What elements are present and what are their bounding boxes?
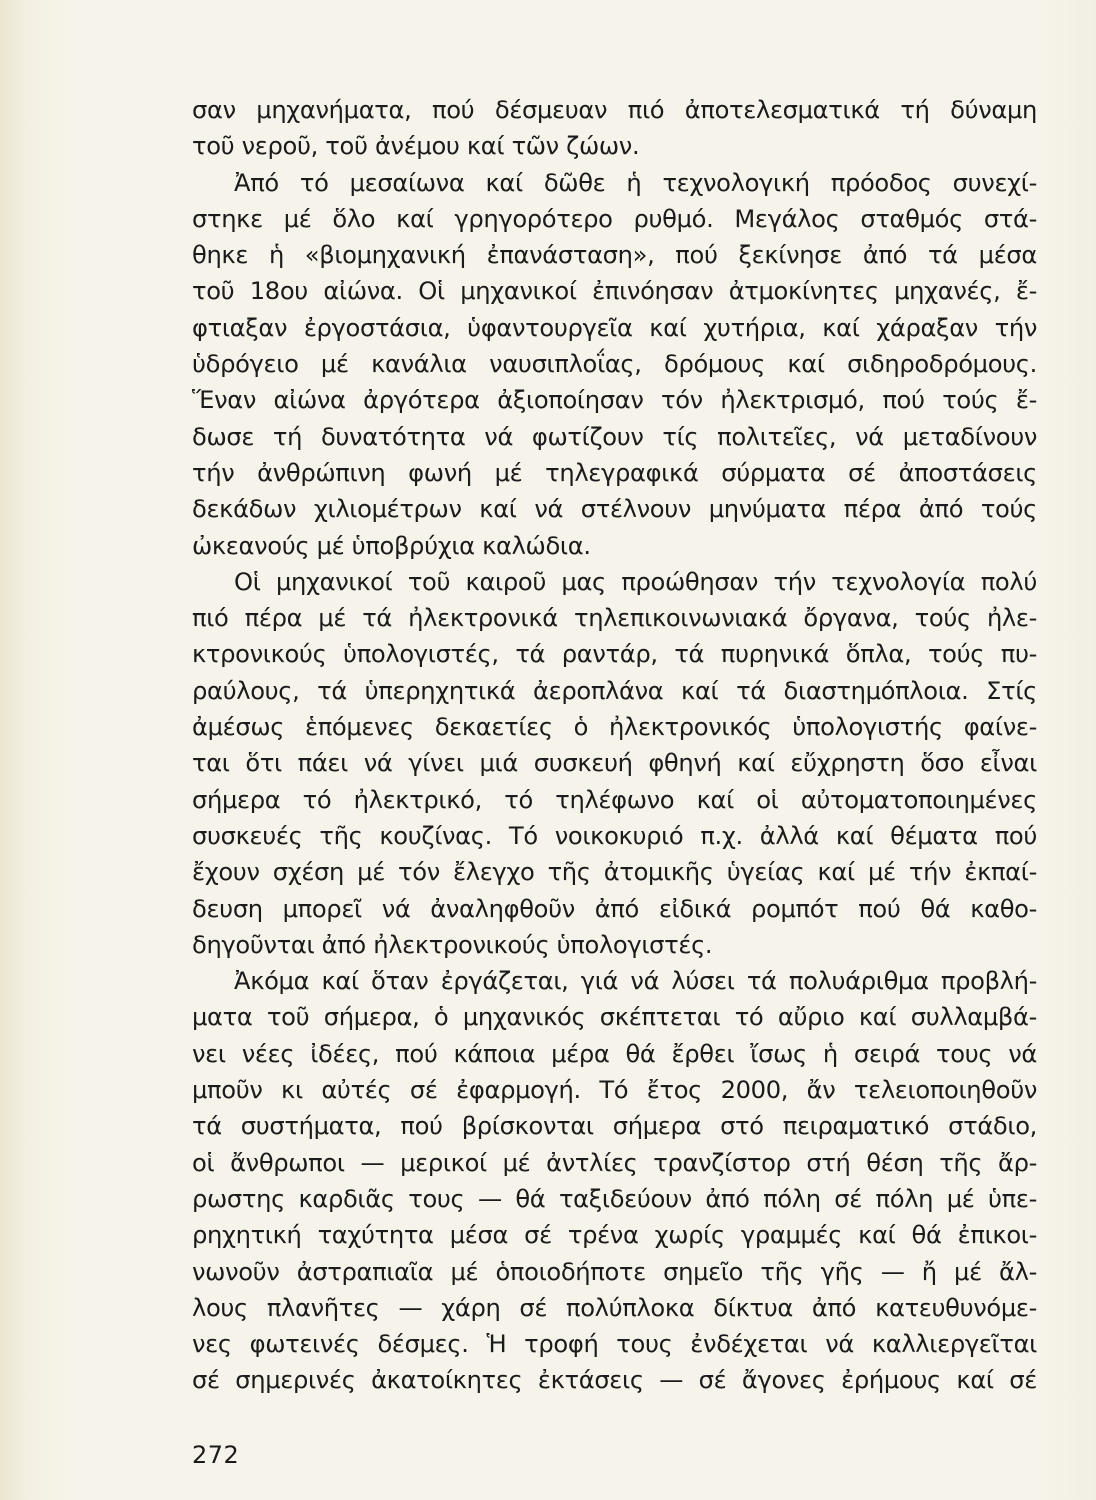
text-line: σαν μηχανήματα, πού δέσμευαν πιό ἀποτελεσματικά τή δύναμη — [192, 96, 1037, 124]
text-line: δευση μπορεῖ νά ἀναληφθοῦν ἀπό εἰδικά ρομπότ πού θά καθο- — [192, 894, 1037, 923]
text-line: τά συστήματα, πού βρίσκονται σήμερα στό πειραματικό στάδιο, — [192, 1112, 1037, 1141]
page-number: 272 — [192, 1441, 240, 1469]
text-line: ἔχουν σχέση μέ τόν ἔλεγχο τῆς ἀτομικῆς ὑγείας καί μέ τήν ἐκπαί- — [192, 858, 1037, 887]
text-line: ρηχητική ταχύτητα μέσα σέ τρένα χωρίς γραμμές καί θά ἐπικοι- — [192, 1221, 1037, 1250]
text-line: φτιαξαν ἐργοστάσια, ὑφαντουργεῖα καί χυτήρια, καί χάραξαν τήν — [192, 313, 1037, 342]
text-line: ἀμέσως ἑπόμενες δεκαετίες ὁ ἠλεκτρονικός ὑπολογιστής φαίνε- — [192, 713, 1037, 742]
body-text — [192, 92, 1037, 1399]
text-line: ὠκεανούς μέ ὑποβρύχια καλώδια. — [192, 531, 591, 560]
text-line: λους πλανῆτες — χάρη σέ πολύπλοκα δίκτυα ἀπό κατευθυνόμε- — [192, 1293, 1037, 1322]
text-line: συσκευές τῆς κουζίνας. Τό νοικοκυριό π.χ. ἀλλά καί θέματα πού — [192, 821, 1037, 850]
text-line: νες φωτεινές δέσμες. Ἡ τροφή τους ἐνδέχεται νά καλλιεργεῖται — [192, 1330, 1037, 1359]
text-line: νει νέες ἰδέες, πού κάποια μέρα θά ἔρθει ἴσως ἡ σειρά τους νά — [192, 1039, 1037, 1068]
text-line: Ἀπό τό μεσαίωνα καί δῶθε ἡ τεχνολογική πρόοδος συνεχί- — [234, 168, 1037, 197]
text-line: δεκάδων χιλιομέτρων καί νά στέλνουν μηνύματα πέρα ἀπό τούς — [192, 495, 1037, 524]
text-line: Ἕναν αἰώνα ἀργότερα ἀξιοποίησαν τόν ἠλεκτρισμό, πού τούς ἔ- — [192, 386, 1037, 415]
text-line: Οἱ μηχανικοί τοῦ καιροῦ μας προώθησαν τήν τεχνολογία πολύ — [234, 567, 1037, 596]
text-line: νωνοῦν ἀστραπιαῖα μέ ὁποιοδήποτε σημεῖο τῆς γῆς — ἤ μέ ἄλ- — [192, 1257, 1037, 1286]
text-line: οἱ ἄνθρωποι — μερικοί μέ ἀντλίες τρανζίστορ στή θέση τῆς ἄρ- — [192, 1148, 1037, 1177]
text-line: θηκε ἡ «βιομηχανική ἐπανάσταση», πού ξεκίνησε ἀπό τά μέσα — [192, 241, 1037, 270]
text-line: σήμερα τό ἠλεκτρικό, τό τηλέφωνο καί οἱ αὐτοματοποιημένες — [192, 785, 1037, 814]
text-line: μποῦν κι αὐτές σέ ἐφαρμογή. Τό ἔτος 2000, ἄν τελειοποιηθοῦν — [192, 1076, 1037, 1105]
text-line: σέ σημερινές ἀκατοίκητες ἐκτάσεις — σέ ἄγονες ἐρήμους καί σέ — [192, 1366, 1037, 1395]
text-line: ὑδρόγειο μέ κανάλια ναυσιπλοΐας, δρόμους καί σιδηροδρόμους. — [192, 350, 1037, 379]
text-line: ματα τοῦ σήμερα, ὁ μηχανικός σκέπτεται τό αὔριο καί συλλαμβά- — [192, 1003, 1037, 1032]
text-line: τοῦ 18ου αἰώνα. Οἱ μηχανικοί ἐπινόησαν ἀτμοκίνητες μηχανές, ἔ- — [192, 277, 1037, 306]
text-line: στηκε μέ ὅλο καί γρηγορότερο ρυθμό. Μεγάλος σταθμός στά- — [192, 204, 1037, 233]
text-line: τήν ἀνθρώπινη φωνή μέ τηλεγραφικά σύρματα σέ ἀποστάσεις — [192, 458, 1037, 487]
text-line: δηγοῦνται ἀπό ἠλεκτρονικούς ὑπολογιστές. — [192, 930, 713, 959]
text-line: δωσε τή δυνατότητα νά φωτίζουν τίς πολιτεῖες, νά μεταδίνουν — [192, 422, 1037, 451]
text-line: ται ὅτι πάει νά γίνει μιά συσκευή φθηνή καί εὔχρηστη ὅσο εἶναι — [192, 749, 1037, 778]
text-line: ρωστης καρδιᾶς τους — θά ταξιδεύουν ἀπό πόλη σέ πόλη μέ ὑπε- — [192, 1184, 1037, 1213]
text-line: πιό πέρα μέ τά ἠλεκτρονικά τηλεπικοινωνιακά ὄργανα, τούς ἠλε- — [192, 604, 1037, 633]
text-line: τοῦ νεροῦ, τοῦ ἀνέμου καί τῶν ζώων. — [192, 132, 640, 161]
text-line: ραύλους, τά ὑπερηχητικά ἀεροπλάνα καί τά διαστημόπλοια. Στίς — [192, 676, 1037, 705]
text-line: Ἀκόμα καί ὅταν ἐργάζεται, γιά νά λύσει τά πολυάριθμα προβλή- — [234, 967, 1037, 996]
text-line: κτρονικούς ὑπολογιστές, τά ραντάρ, τά πυρηνικά ὅπλα, τούς πυ- — [192, 640, 1037, 669]
